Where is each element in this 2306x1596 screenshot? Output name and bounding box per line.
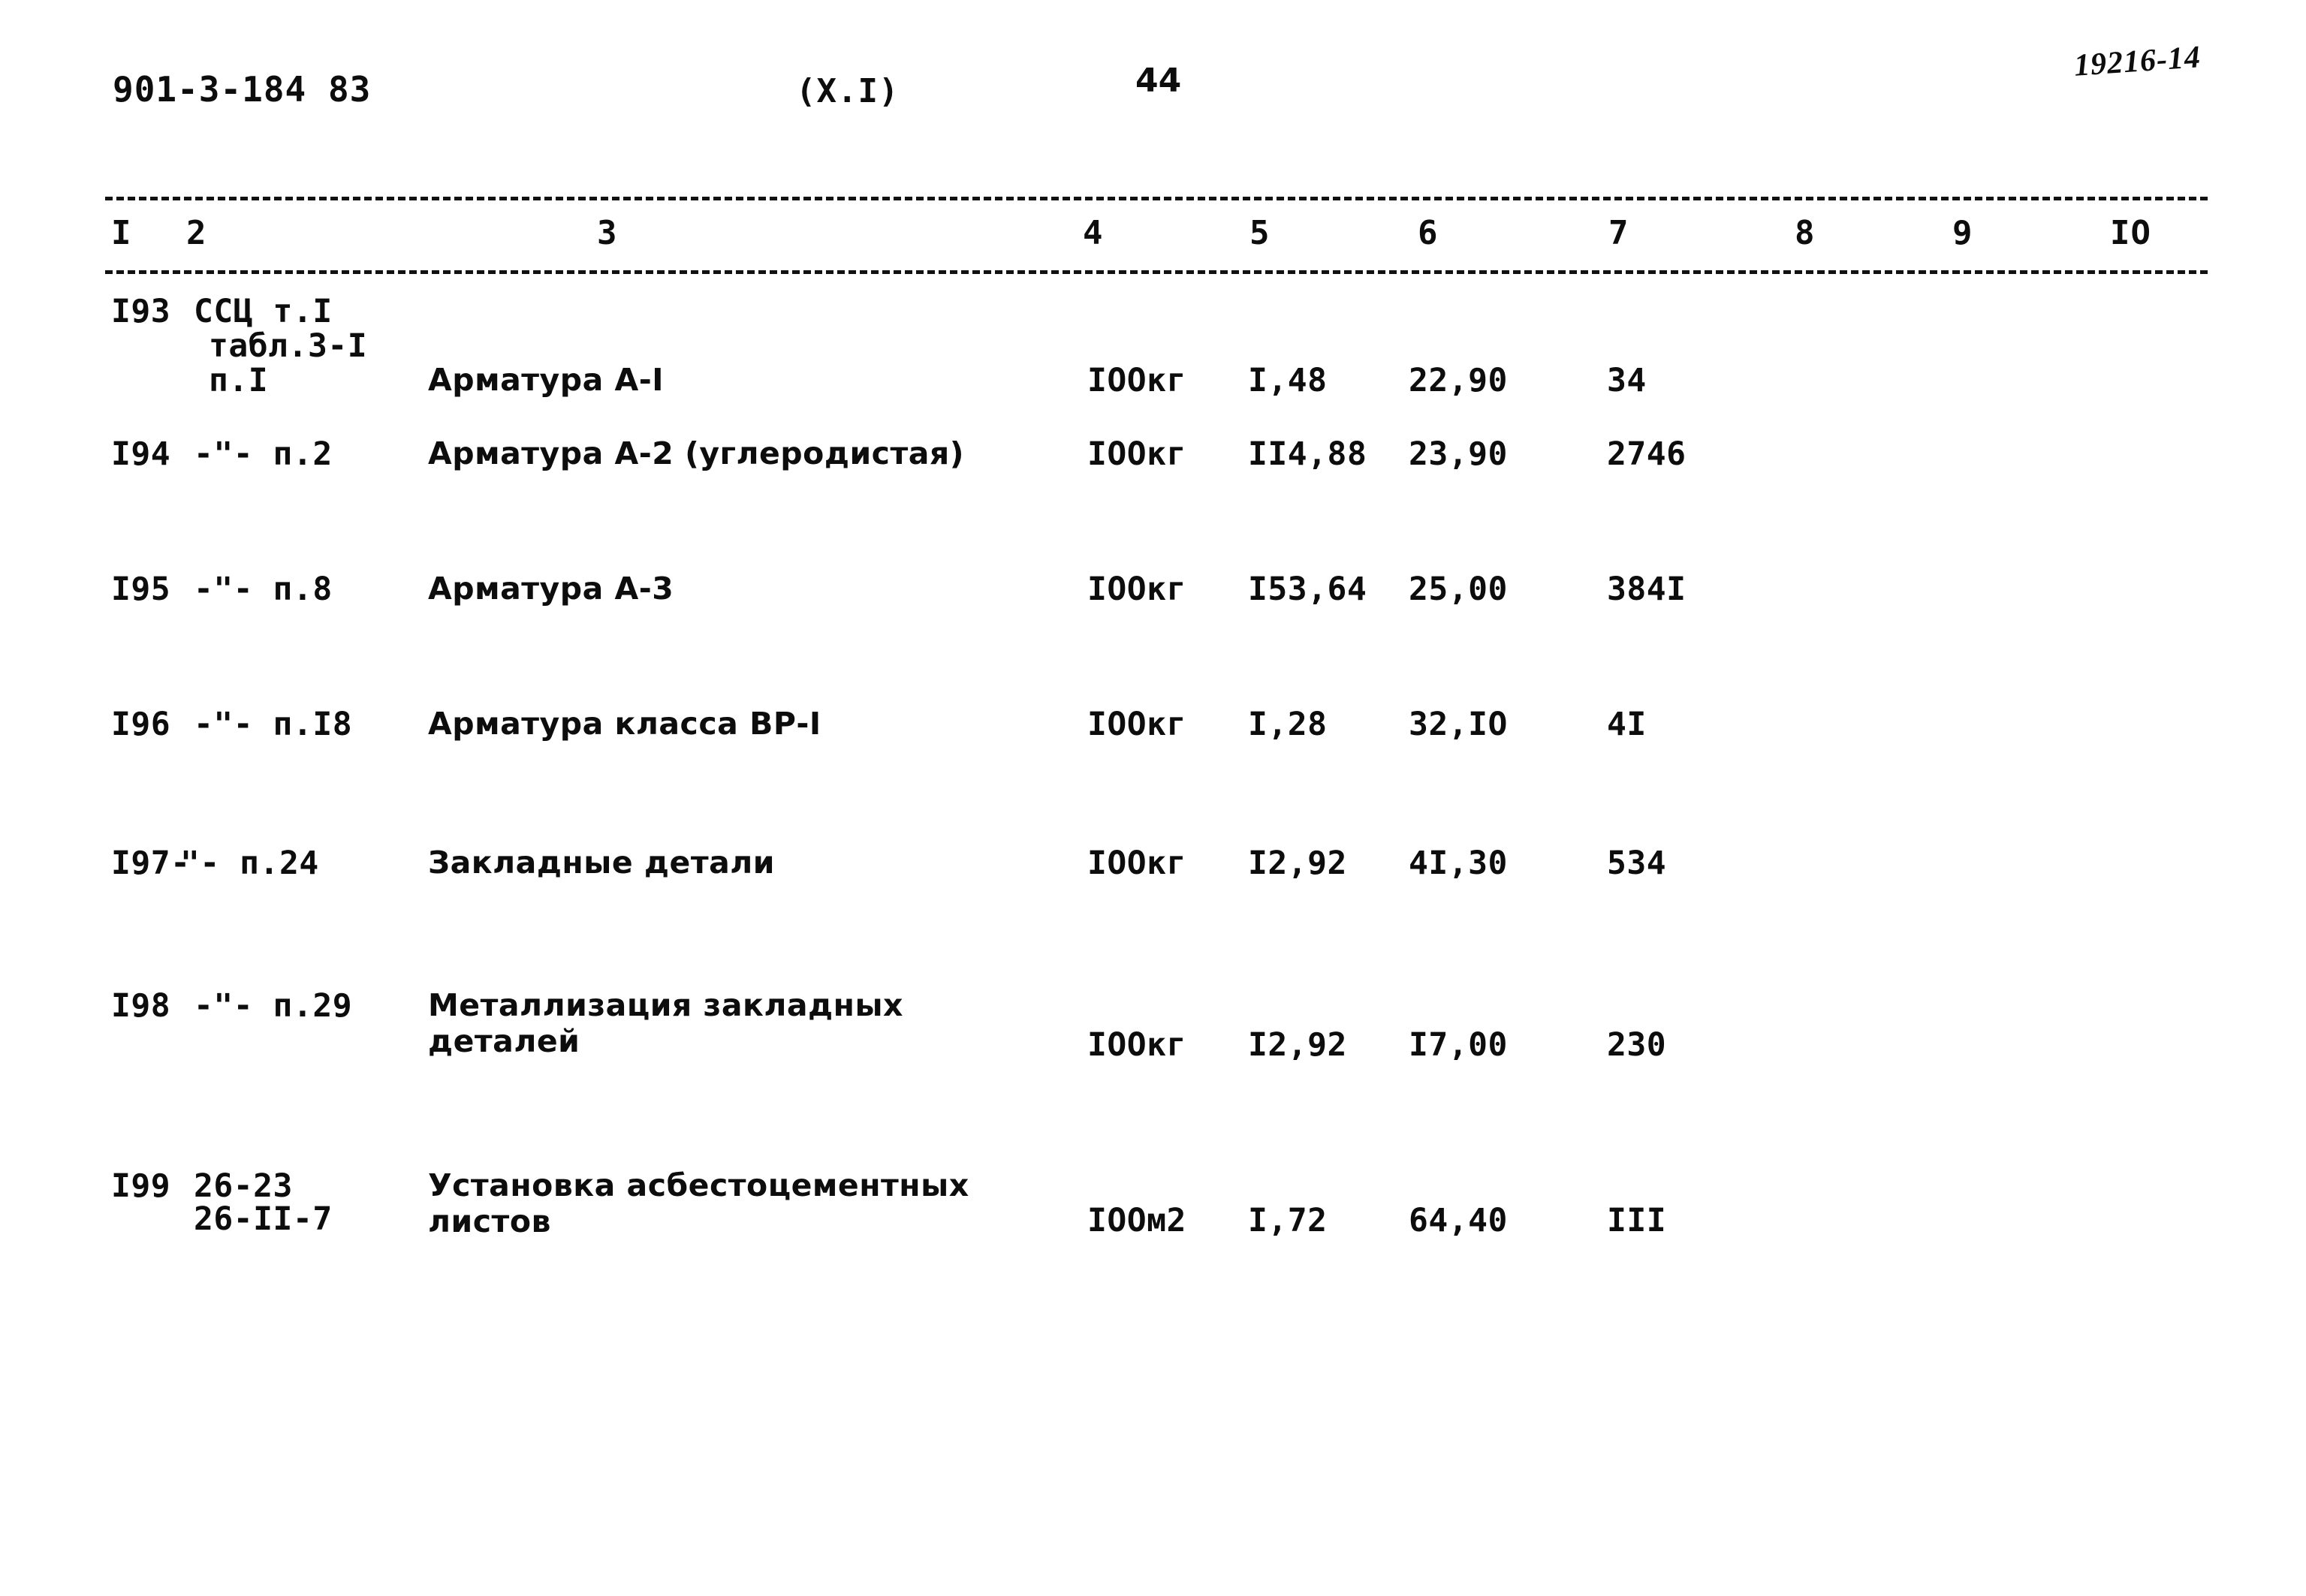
row-description: Арматура А-2 (углеродистая) (428, 435, 964, 471)
row-position: I95 (111, 571, 171, 608)
row-unit-price: 32,IO (1409, 706, 1508, 743)
row-code-line2: 26-II-7 (194, 1200, 333, 1238)
row-code: -"- п.29 (194, 987, 353, 1025)
row-unit: IOOкг (1087, 571, 1186, 608)
column-number-1: I (111, 214, 132, 252)
row-total: 534 (1607, 845, 1667, 882)
row-position: I93 (111, 293, 171, 330)
row-total: 230 (1607, 1026, 1667, 1064)
row-code: -"- п.2 (194, 435, 333, 473)
row-code: -"- п.I8 (194, 706, 353, 743)
table-row (0, 293, 2306, 435)
row-unit: IOOкг (1087, 845, 1186, 882)
row-position: I94 (111, 435, 171, 473)
table-row (0, 845, 2306, 987)
column-number-8: 8 (1795, 214, 1816, 252)
row-description: Арматура класса ВР-I (428, 706, 821, 742)
row-unit: IOOкг (1087, 435, 1186, 473)
column-number-10: IO (2110, 214, 2151, 252)
row-quantity: II4,88 (1248, 435, 1367, 473)
table-body (0, 293, 2306, 1348)
row-unit: IOOкг (1087, 706, 1186, 743)
table-top-rule (105, 197, 2208, 200)
row-code: -"- п.8 (194, 571, 333, 608)
archive-mark: 19216-14 (2072, 40, 2202, 83)
row-code-line3: п.I (209, 362, 269, 399)
row-quantity: I,28 (1248, 706, 1328, 743)
row-quantity: I2,92 (1248, 1026, 1347, 1064)
row-total: 4I (1607, 706, 1647, 743)
table-bottom-rule (105, 270, 2208, 274)
row-position: I97- (111, 845, 191, 882)
row-unit: IOOкг (1087, 1026, 1186, 1064)
table-row (0, 987, 2306, 1167)
row-unit: IOOм2 (1087, 1202, 1186, 1239)
column-number-5: 5 (1249, 214, 1271, 252)
table-row (0, 571, 2306, 706)
row-code: "- п.24 (180, 845, 319, 882)
page-number: 44 (1135, 62, 1182, 100)
row-code: 26-23 (194, 1167, 293, 1205)
row-description: Установка асбестоцементных (428, 1167, 969, 1203)
column-number-6: 6 (1418, 214, 1439, 252)
row-description: Арматура А-I (428, 362, 665, 398)
row-description-line2: деталей (428, 1023, 580, 1059)
row-position: I96 (111, 706, 171, 743)
row-description: Арматура А-3 (428, 571, 674, 607)
row-total: III (1607, 1202, 1667, 1239)
row-quantity: I53,64 (1248, 571, 1367, 608)
column-number-2: 2 (186, 214, 207, 252)
row-unit-price: 23,90 (1409, 435, 1508, 473)
row-quantity: I,72 (1248, 1202, 1328, 1239)
row-unit-price: 22,90 (1409, 362, 1508, 399)
row-description: Металлизация закладных (428, 987, 904, 1023)
row-unit-price: 25,00 (1409, 571, 1508, 608)
column-number-7: 7 (1608, 214, 1629, 252)
row-description: Закладные детали (428, 845, 776, 881)
document-code: 901-3-184 83 (113, 69, 372, 110)
row-position: I98 (111, 987, 171, 1025)
row-total: 384I (1607, 571, 1687, 608)
section-code: (X.I) (796, 72, 900, 110)
row-unit-price: 4I,30 (1409, 845, 1508, 882)
row-quantity: I2,92 (1248, 845, 1347, 882)
column-number-4: 4 (1083, 214, 1104, 252)
row-quantity: I,48 (1248, 362, 1328, 399)
row-total: 2746 (1607, 435, 1687, 473)
row-description-line2: листов (428, 1203, 551, 1239)
table-row (0, 435, 2306, 571)
row-total: 34 (1607, 362, 1647, 399)
row-unit-price: I7,00 (1409, 1026, 1508, 1064)
row-unit: IOOкг (1087, 362, 1186, 399)
row-position: I99 (111, 1167, 171, 1205)
column-number-9: 9 (1952, 214, 1973, 252)
table-row (0, 706, 2306, 845)
column-number-3: 3 (597, 214, 618, 252)
row-unit-price: 64,40 (1409, 1202, 1508, 1239)
row-code-line2: табл.3-I (209, 327, 368, 365)
row-code: ССЦ т.I (194, 293, 333, 330)
table-row (0, 1167, 2306, 1348)
